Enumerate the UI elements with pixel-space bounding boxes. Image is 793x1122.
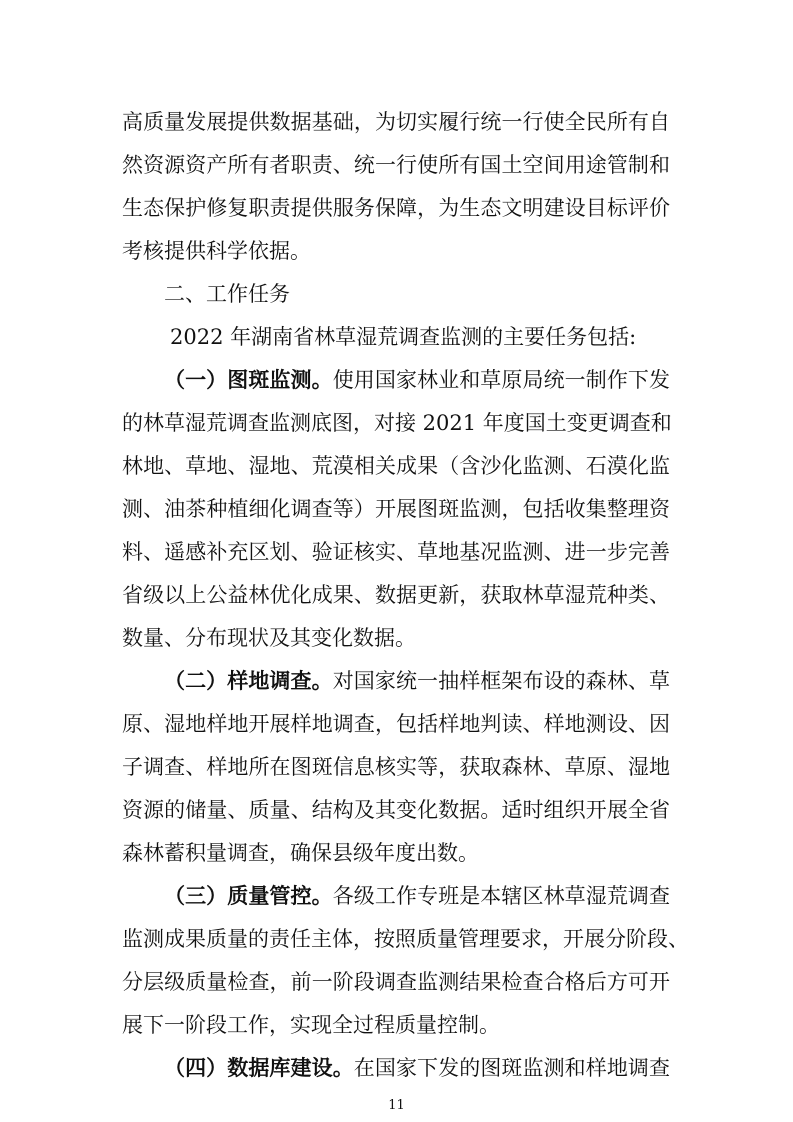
paragraph-line: 监测成果质量的责任主体，按照质量管理要求，开展分阶段、 [122,927,689,951]
intro-line: 2022 年湖南省林草湿荒调查监测的主要任务包括: [170,325,637,349]
subsection-title: （一）图斑监测。 [164,368,333,392]
paragraph-line: 林地、草地、湿地、荒漠相关成果（含沙化监测、石漠化监 [122,454,670,478]
paragraph-line: 然资源资产所有者职责、统一行使所有国土空间用途管制和 [122,153,670,177]
paragraph-line: 高质量发展提供数据基础，为切实履行统一行使全民所有自 [122,110,670,134]
paragraph-line: 生态保护修复职责提供服务保障，为生态文明建设目标评价 [122,196,670,220]
paragraph-line: 的林草湿荒调查监测底图，对接 2021 年度国土变更调查和 [122,411,672,435]
paragraph-line: 分层级质量检查，前一阶段调查监测结果检查合格后方可开 [122,970,670,994]
paragraph-line: 料、遥感补充区划、验证核实、草地基况监测、进一步完善 [122,540,670,564]
subsection-text: 在国家下发的图斑监测和样地调查 [353,1056,671,1080]
paragraph-line: 原、湿地样地开展样地调查，包括样地判读、样地测设、因 [122,712,670,736]
subsection-text: 使用国家林业和草原局统一制作下发 [332,368,671,392]
paragraph-line: 考核提供科学依据。 [122,239,311,263]
paragraph-line: 省级以上公益林优化成果、数据更新，获取林草湿荒种类、 [122,583,670,607]
page-number: 11 [388,1098,405,1113]
subsection-title: （三）质量管控。 [164,884,333,908]
paragraph-line: 展下一阶段工作，实现全过程质量控制。 [122,1013,500,1037]
paragraph-line: 子调查、样地所在图斑信息核实等，获取森林、草原、湿地 [122,755,670,779]
section-heading: 二、工作任务 [164,282,290,306]
subsection-text: 各级工作专班是本辖区林草湿荒调查 [332,884,671,908]
subsection-title: （二）样地调查。 [164,669,333,693]
subsection-line [164,368,670,392]
paragraph-line: 森林蓄积量调查，确保县级年度出数。 [122,841,479,865]
subsection-line [164,1056,670,1080]
paragraph-line: 资源的储量、质量、结构及其变化数据。适时组织开展全省 [122,798,670,822]
subsection-line [164,669,670,693]
paragraph-line: 测、油茶种植细化调查等）开展图斑监测，包括收集整理资 [122,497,670,521]
subsection-text: 对国家统一抽样框架布设的森林、草 [332,669,671,693]
subsection-line [164,884,670,908]
paragraph-line: 数量、分布现状及其变化数据。 [122,626,416,650]
subsection-title: （四）数据库建设。 [164,1056,354,1080]
